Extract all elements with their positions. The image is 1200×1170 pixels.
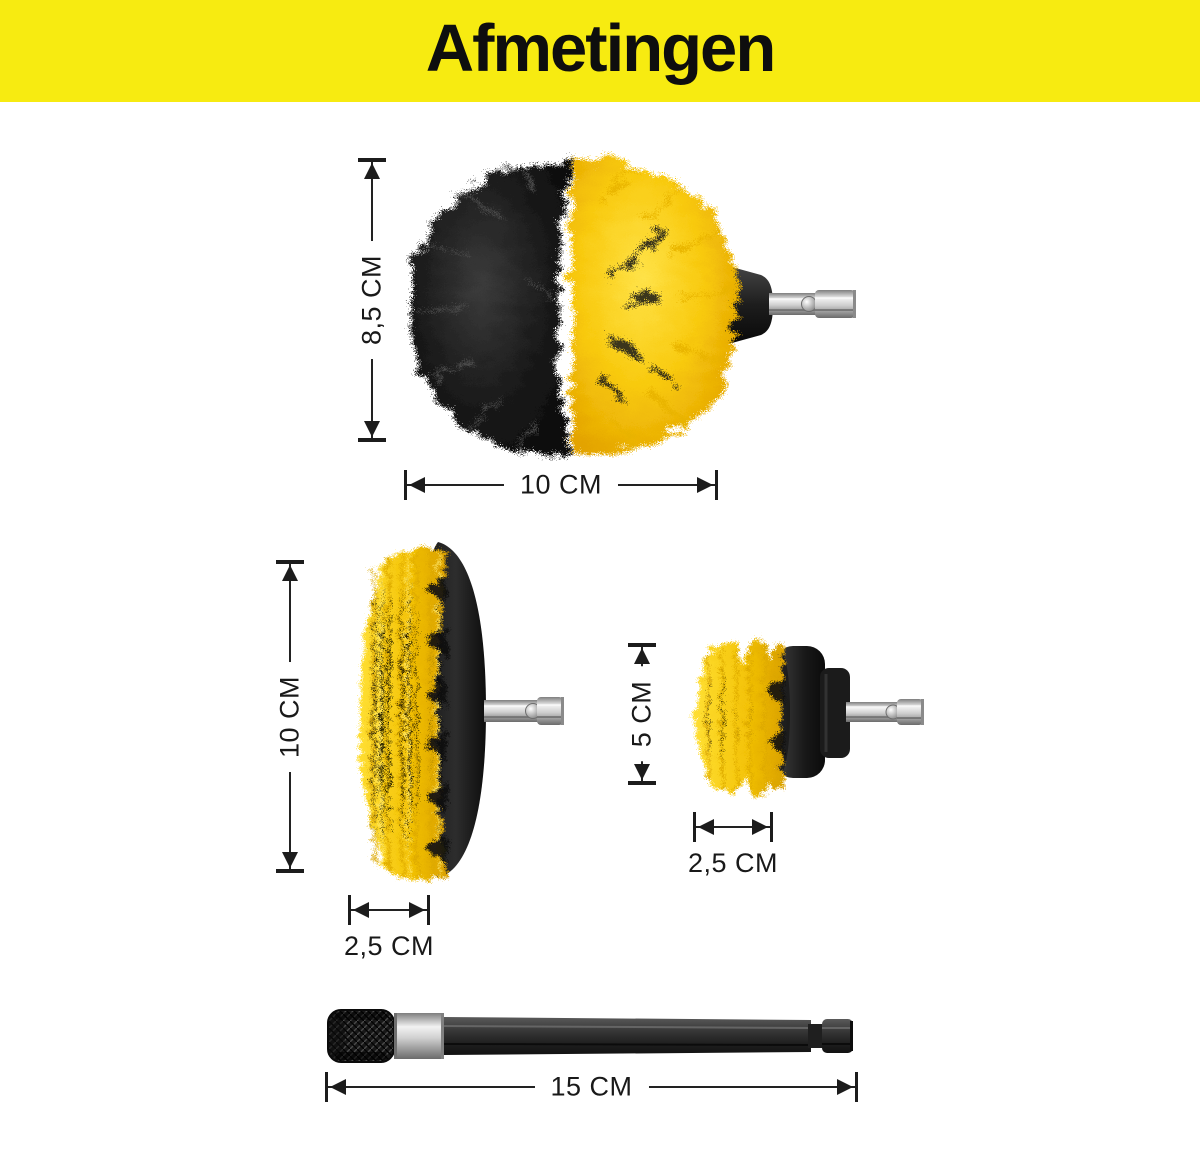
dimension-label: 8,5 CM [357,241,388,359]
bristle-block [690,634,780,792]
arrow-down-icon [634,764,650,780]
dimension-label: 2,5 CM [687,848,779,878]
bristle-block [354,544,442,876]
dimension-label: 5 CM [627,667,658,762]
dimension-cap [628,781,656,785]
dimension-rod-length [325,1072,858,1102]
hex-shank [484,697,564,725]
arrow-up-icon [364,163,380,179]
dimension-cap [358,158,386,162]
dimension-cap [276,560,304,564]
dimension-label: 10 CM [504,470,618,501]
dimension-flat-small-width [687,812,779,878]
dimension-label: 10 CM [275,661,306,771]
arrow-down-icon [364,421,380,437]
arrow-up-icon [634,648,650,664]
dimension-cap [693,812,696,842]
dimension-flat-large-width [343,895,435,961]
arrow-left-icon [353,902,369,918]
arrow-right-icon [837,1079,853,1095]
arrow-right-icon [409,902,425,918]
dimension-round-brush-height [357,158,387,442]
hex-shank [769,290,856,318]
dimension-cap [770,812,773,842]
dimension-flat-large-height [275,560,305,873]
dimension-cap [348,895,351,925]
dimension-label: 2,5 CM [343,931,435,961]
dimension-cap [325,1072,328,1102]
dimension-cap [276,869,304,873]
arrow-left-icon [698,819,714,835]
arrow-left-icon [330,1079,346,1095]
extension-rod-figure [327,1010,853,1062]
dimension-cap [427,895,430,925]
arrow-up-icon [282,565,298,581]
dimension-flat-small-height [627,643,657,785]
flat-brush-large-figure [354,542,564,878]
dimension-cap [358,438,386,442]
page-title: Afmetingen [425,10,775,86]
dimension-cap [715,470,718,500]
arrow-down-icon [282,852,298,868]
hex-shank [846,699,924,725]
arrow-right-icon [697,477,713,493]
dimension-round-brush-width [404,470,718,500]
round-brush-figure [401,154,857,447]
dimension-cap [855,1072,858,1102]
bristle-ball [401,154,730,447]
dimension-cap [628,643,656,647]
dimension-label: 15 CM [534,1072,648,1103]
arrow-right-icon [752,819,768,835]
dimension-cap [404,470,407,500]
arrow-left-icon [409,477,425,493]
flat-brush-small-figure [690,634,924,792]
